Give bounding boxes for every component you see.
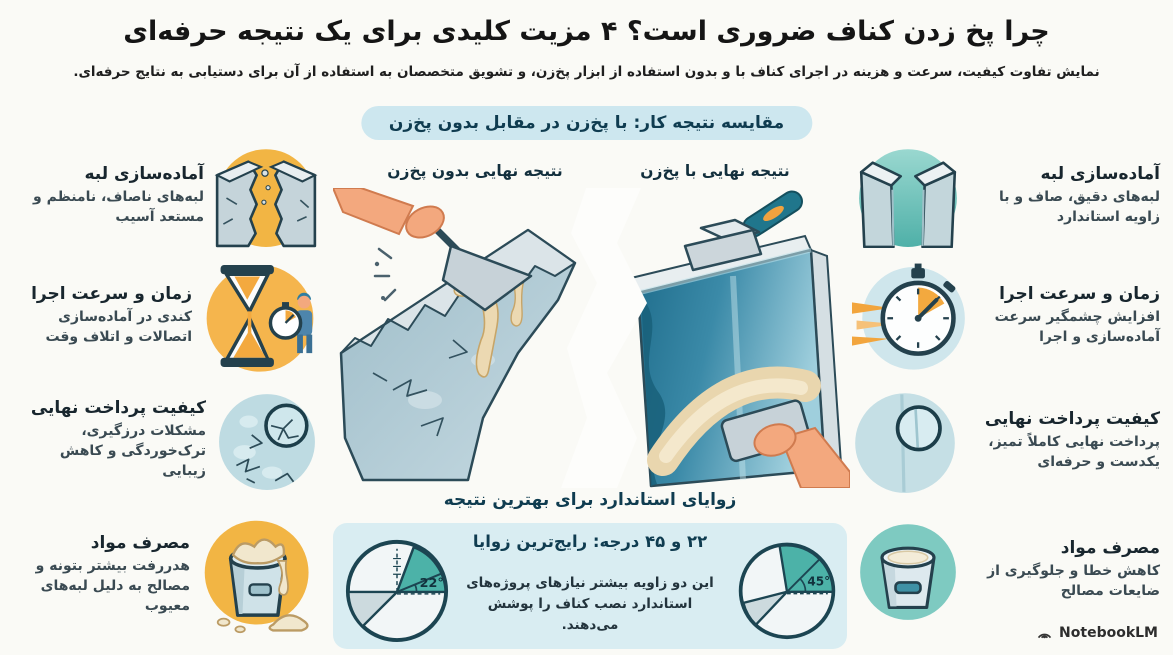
item-title: کیفیت پرداخت نهایی [30,398,206,419]
item-title: کیفیت پرداخت نهایی [984,409,1160,430]
torn-divider [561,188,647,488]
left-item-time-speed [16,258,318,374]
item-title: آماده‌سازی لبه [84,164,204,185]
comparison-illustration [333,188,850,488]
left-item-material-use [16,514,318,636]
right-item-edge-prep [856,140,1160,252]
item-description: لبه‌های ناصاف، نامنظم و مستعد آسیب [33,189,204,225]
item-title: مصرف مواد [90,533,190,554]
clean-bucket-icon [856,518,960,622]
notebooklm-logo-icon [1036,624,1053,641]
item-description: مشکلات درزگیری، ترک‌خوردگی و کاهش زیبایی [59,423,206,479]
left-item-edge-prep [16,140,318,252]
item-description: هدررفت بیشتر بتونه و مصالح به دلیل لبه‌های معیوب [35,558,190,614]
item-description: افزایش چشمگیر سرعت آماده‌سازی و اجرا [994,309,1160,345]
angles-panel-title: ۲۲ و ۴۵ درجه: رایج‌ترین زوایا [472,532,708,551]
item-description: پرداخت نهایی کاملاً تمیز، یکدست و حرفه‌ای [988,434,1160,470]
hourglass-worker-icon [202,258,318,374]
angles-panel-body: این دو زاویه بیشتر نیازهای پروژه‌های استاندارد نصب کناف را پوشش می‌دهند. [466,575,714,633]
angles-panel [333,523,847,649]
angle-22-diagram [343,535,451,643]
item-description: لبه‌های دقیق، صاف و با زاویه استاندارد [998,189,1160,225]
overflowing-bucket-icon [200,516,318,634]
label-with-beveler: نتیجه نهایی با پخ‌زن [640,162,790,180]
label-without-beveler: نتیجه نهایی بدون پخ‌زن [387,162,563,180]
angles-heading: زوایای استاندارد برای بهترین نتیجه [443,490,737,510]
angle-45-diagram [736,538,838,640]
angle-22-label: 22° [419,576,444,592]
comparison-pill: مقایسه نتیجه کار: با پخ‌زن در مقابل بدون پخ‌زن [361,106,812,140]
smooth-surface-icon [852,388,958,494]
item-title: آماده‌سازی لبه [1040,164,1160,185]
item-title: زمان و سرعت اجرا [999,284,1160,305]
footer-brand [1036,624,1158,641]
angle-45-label: 45° [807,574,831,589]
fast-stopwatch-icon [852,259,966,373]
right-item-finish-quality [852,388,1160,494]
page-subtitle: نمایش تفاوت کیفیت، سرعت و هزینه در اجرای کناف با و بدون استفاده از ابزار پخ‌زن، و تشویق متخصصان به استفاده از آن برای دستیابی به نتایج حرفه‌ای. [73,64,1100,80]
item-title: مصرف مواد [1060,538,1160,559]
item-title: زمان و سرعت اجرا [31,284,192,305]
item-description: کاهش خطا و جلوگیری از ضایعات مصالح [987,563,1160,599]
left-item-finish-quality [16,388,318,492]
cracked-edge-icon [214,144,318,248]
cracked-surface-icon [216,389,318,491]
clean-edge-icon [856,144,960,248]
right-item-material-use [856,514,1160,626]
item-description: کندی در آماده‌سازی اتصالات و اتلاف وقت [45,309,192,345]
page-title: چرا پخ زدن کناف ضروری است؟ ۴ مزیت کلیدی برای یک نتیجه حرفه‌ای [123,16,1050,47]
right-item-time-speed [852,258,1160,374]
footer-brand-label: NotebookLM [1059,624,1158,641]
